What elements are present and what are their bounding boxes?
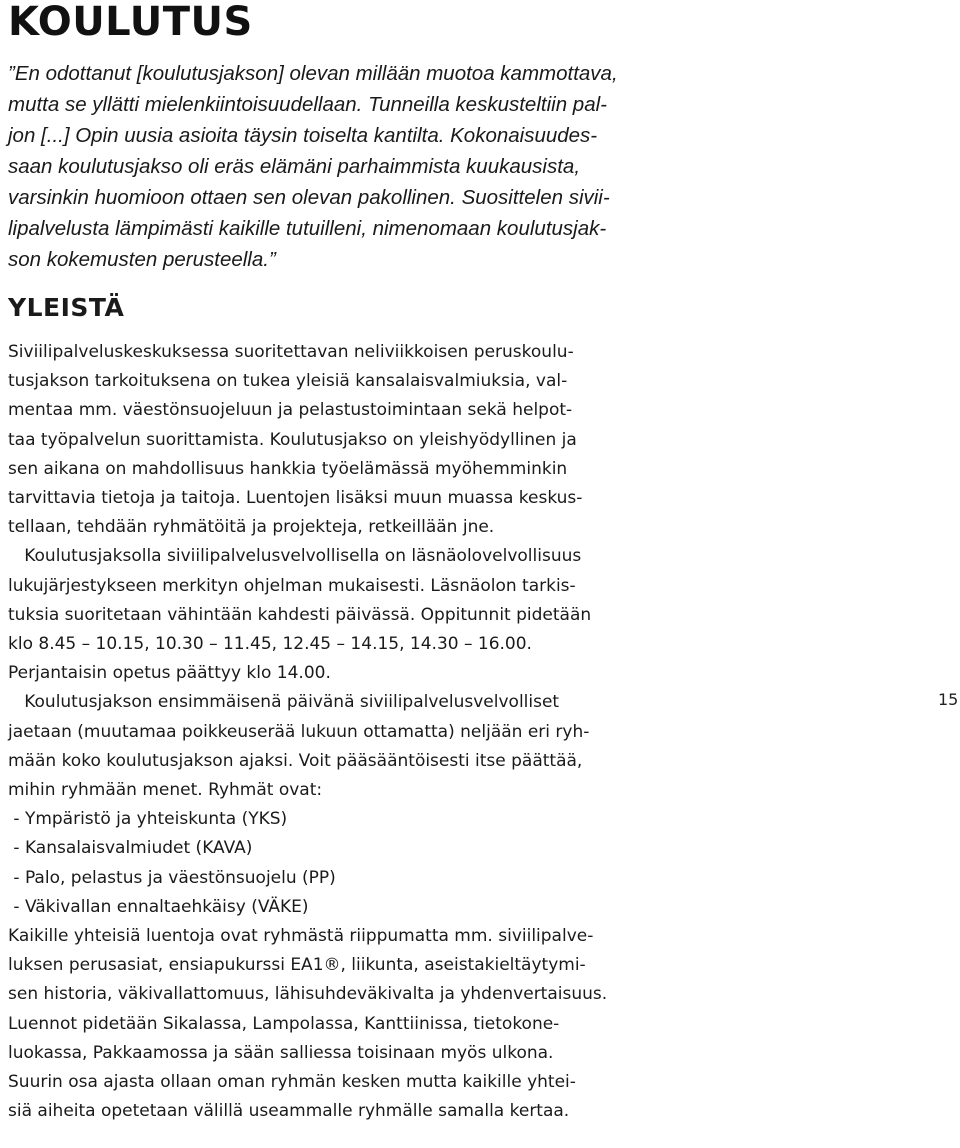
text-line: tellaan, tehdään ryhmätöitä ja projekteja, retkeillään jne. bbox=[8, 517, 495, 538]
testimonial-quote bbox=[8, 58, 626, 275]
quote-line: jon [...] Opin uusia asioita täysin toiselta kantilta. Kokonaisuudes- bbox=[8, 124, 598, 147]
page-title: KOULUTUS bbox=[8, 0, 253, 45]
section-body bbox=[8, 338, 628, 1126]
text-line: sen aikana on mahdollisuus hankkia työelämässä myöhemminkin bbox=[8, 458, 568, 479]
text-line: luokassa, Pakkaamossa ja sään salliessa toisinaan myös ulkona. bbox=[8, 1042, 554, 1063]
text-line: tuksia suoritetaan vähintään kahdesti päivässä. Oppitunnit pidetään bbox=[8, 604, 592, 625]
quote-line: mutta se yllätti mielenkiintoisuudellaan. Tunneilla keskusteltiin pal- bbox=[8, 93, 607, 116]
text-line: Luennot pidetään Sikalassa, Lampolassa, Kanttiinissa, tietokone- bbox=[8, 1013, 560, 1034]
text-line: Koulutusjakson ensimmäisenä päivänä siviilipalvelusvelvolliset bbox=[8, 692, 560, 713]
text-line: Suurin osa ajasta ollaan oman ryhmän kesken mutta kaikille yhtei- bbox=[8, 1072, 576, 1093]
text-line: mentaa mm. väestönsuojeluun ja pelastustoimintaan sekä helpot- bbox=[8, 400, 573, 421]
text-line: luksen perusasiat, ensiapukurssi EA1®, liikunta, aseistakieltäytymi- bbox=[8, 955, 586, 976]
text-line: - Väkivallan ennaltaehkäisy (VÄKE) bbox=[8, 896, 309, 917]
text-line: tusjakson tarkoituksena on tukea yleisiä kansalaisvalmiuksia, val- bbox=[8, 371, 568, 392]
text-line: - Ympäristö ja yhteiskunta (YKS) bbox=[8, 809, 288, 830]
text-line: Siviilipalveluskeskuksessa suoritettavan neliviikkoisen peruskoulu- bbox=[8, 342, 574, 362]
quote-line: ”En odottanut [koulutusjakson] olevan millään muotoa kammottava, bbox=[8, 62, 618, 85]
page-number: 15 bbox=[938, 690, 959, 709]
text-line: mään koko koulutusjakson ajaksi. Voit pääsääntöisesti itse päättää, bbox=[8, 750, 583, 771]
text-line: - Palo, pelastus ja väestönsuojelu (PP) bbox=[8, 867, 336, 888]
text-line: Koulutusjaksolla siviilipalvelusvelvollisella on läsnäolovelvollisuus bbox=[8, 546, 582, 567]
text-line: jaetaan (muutamaa poikkeuserää lukuun ottamatta) neljään eri ryh- bbox=[8, 721, 590, 742]
text-line: taa työpalvelun suorittamista. Koulutusjakso on yleishyödyllinen ja bbox=[8, 429, 577, 450]
text-line: siä aiheita opetetaan välillä useammalle ryhmälle samalla kertaa. bbox=[8, 1101, 570, 1122]
text-line: lukujärjestykseen merkityn ohjelman mukaisesti. Läsnäolon tarkis- bbox=[8, 575, 576, 596]
text-line: Kaikille yhteisiä luentoja ovat ryhmästä riippumatta mm. siviilipalve- bbox=[8, 926, 594, 947]
text-line: klo 8.45 – 10.15, 10.30 – 11.45, 12.45 – 14.15, 14.30 – 16.00. bbox=[8, 634, 532, 655]
text-line: sen historia, väkivallattomuus, lähisuhdeväkivalta ja yhdenvertaisuus. bbox=[8, 984, 608, 1005]
text-line: - Kansalaisvalmiudet (KAVA) bbox=[8, 838, 253, 859]
quote-line: varsinkin huomioon ottaen sen olevan pakollinen. Suosittelen sivii- bbox=[8, 186, 610, 209]
section-heading: YLEISTÄ bbox=[8, 293, 125, 322]
text-line: mihin ryhmään menet. Ryhmät ovat: bbox=[8, 780, 323, 801]
quote-line: son kokemusten perusteella.” bbox=[8, 248, 276, 271]
text-line: tarvittavia tietoja ja taitoja. Luentojen lisäksi muun muassa keskus- bbox=[8, 488, 583, 509]
text-line: Perjantaisin opetus päättyy klo 14.00. bbox=[8, 663, 331, 684]
quote-line: lipalvelusta lämpimästi kaikille tutuilleni, nimenomaan koulutusjak- bbox=[8, 217, 607, 240]
quote-line: saan koulutusjakso oli eräs elämäni parhaimmista kuukausista, bbox=[8, 155, 581, 178]
